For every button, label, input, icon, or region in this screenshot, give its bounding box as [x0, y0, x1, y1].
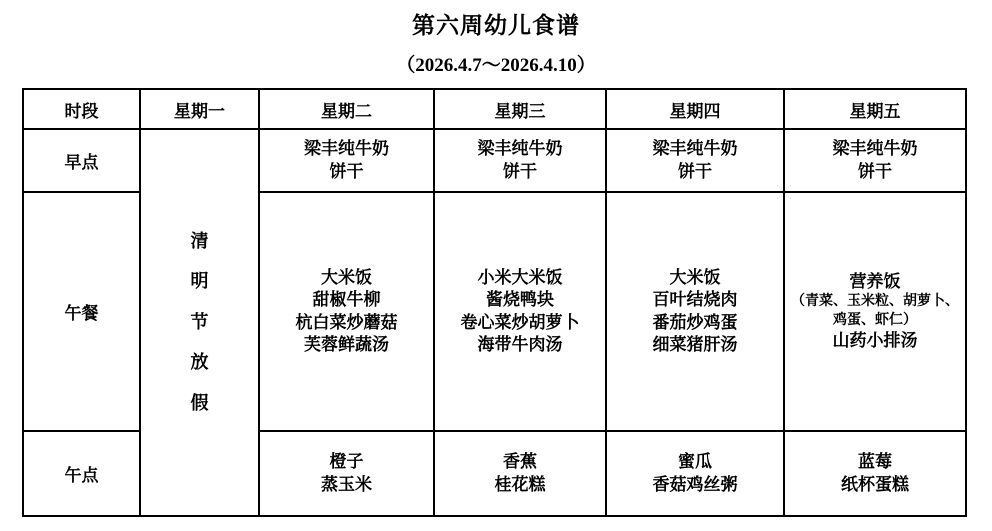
header-wednesday: 星期三: [434, 89, 606, 129]
row-label-snack: 午点: [23, 431, 140, 516]
menu-item: 山药小排汤: [832, 330, 918, 350]
cell-lunch-tuesday: [259, 192, 434, 431]
menu-item: 梁丰纯牛奶: [652, 139, 738, 159]
menu-item: 饼干: [503, 161, 537, 181]
menu-item: 香菇鸡丝粥: [652, 474, 738, 494]
menu-item: 番茄炒鸡蛋: [652, 312, 738, 332]
holiday-char: 明: [190, 271, 209, 292]
cell-snack-wednesday: [434, 431, 606, 516]
header-tuesday: 星期二: [259, 89, 434, 129]
cell-lunch-friday: [784, 192, 966, 431]
menu-item: 营养饭: [849, 272, 901, 292]
menu-item: 橙子: [329, 452, 364, 472]
table-header-row: [23, 89, 966, 129]
menu-item: 小米大米饭: [477, 268, 563, 288]
cell-breakfast-wednesday: [434, 129, 606, 192]
header-thursday: 星期四: [606, 89, 784, 129]
menu-item-ingredients: （青菜、玉米粒、胡萝卜、: [791, 294, 959, 310]
cell-lunch-wednesday: [434, 192, 606, 431]
menu-item: 杭白菜炒蘑菇: [295, 312, 398, 332]
header-monday: 星期一: [140, 89, 259, 129]
menu-item: 蓝莓: [858, 452, 892, 472]
menu-item: 大米饭: [321, 268, 372, 288]
menu-item: 蒸玉米: [321, 474, 372, 494]
menu-item: 海带牛肉汤: [477, 334, 563, 354]
holiday-char: 清: [190, 231, 209, 252]
menu-item: 甜椒牛柳: [312, 290, 381, 310]
holiday-char: 节: [190, 311, 209, 332]
menu-item: 芙蓉鲜蔬汤: [304, 334, 389, 354]
menu-item: 蜜瓜: [678, 452, 712, 472]
menu-item: 饼干: [858, 161, 892, 181]
holiday-char: 放: [190, 352, 209, 373]
menu-item: 卷心菜炒胡萝卜: [460, 312, 580, 332]
menu-item: 香蕉: [503, 452, 537, 472]
menu-item: 细菜猪肝汤: [652, 334, 738, 354]
page-title: 第六周幼儿食谱: [412, 13, 580, 38]
menu-item: 纸杯蛋糕: [841, 474, 909, 494]
menu-item: 饼干: [329, 161, 364, 181]
menu-item: 酱烧鸭块: [486, 290, 554, 310]
cell-snack-friday: [784, 431, 966, 516]
monday-holiday-cell: [140, 129, 259, 516]
weekly-menu-table: [22, 88, 967, 517]
row-label-breakfast: 早点: [23, 129, 140, 192]
menu-item: 饼干: [678, 161, 712, 181]
menu-item: 梁丰纯牛奶: [477, 139, 563, 159]
menu-item: 百叶结烧肉: [652, 290, 738, 310]
breakfast-row: [23, 129, 966, 192]
cell-breakfast-thursday: [606, 129, 784, 192]
holiday-char: 假: [190, 392, 209, 413]
menu-item: 大米饭: [669, 268, 721, 288]
menu-item: 梁丰纯牛奶: [304, 139, 389, 159]
header-time-period: 时段: [23, 89, 140, 129]
cell-lunch-thursday: [606, 192, 784, 431]
page-subtitle: （2026.4.7～2026.4.10）: [396, 55, 596, 76]
menu-item: 桂花糕: [494, 474, 546, 494]
cell-breakfast-friday: [784, 129, 966, 192]
header-friday: 星期五: [784, 89, 966, 129]
menu-item: 梁丰纯牛奶: [832, 139, 918, 159]
cell-snack-thursday: [606, 431, 784, 516]
holiday-note: [141, 230, 258, 415]
row-label-lunch: 午餐: [23, 192, 140, 431]
menu-item-ingredients: 鸡蛋、虾仁）: [833, 312, 917, 328]
cell-breakfast-tuesday: [259, 129, 434, 192]
cell-snack-tuesday: [259, 431, 434, 516]
